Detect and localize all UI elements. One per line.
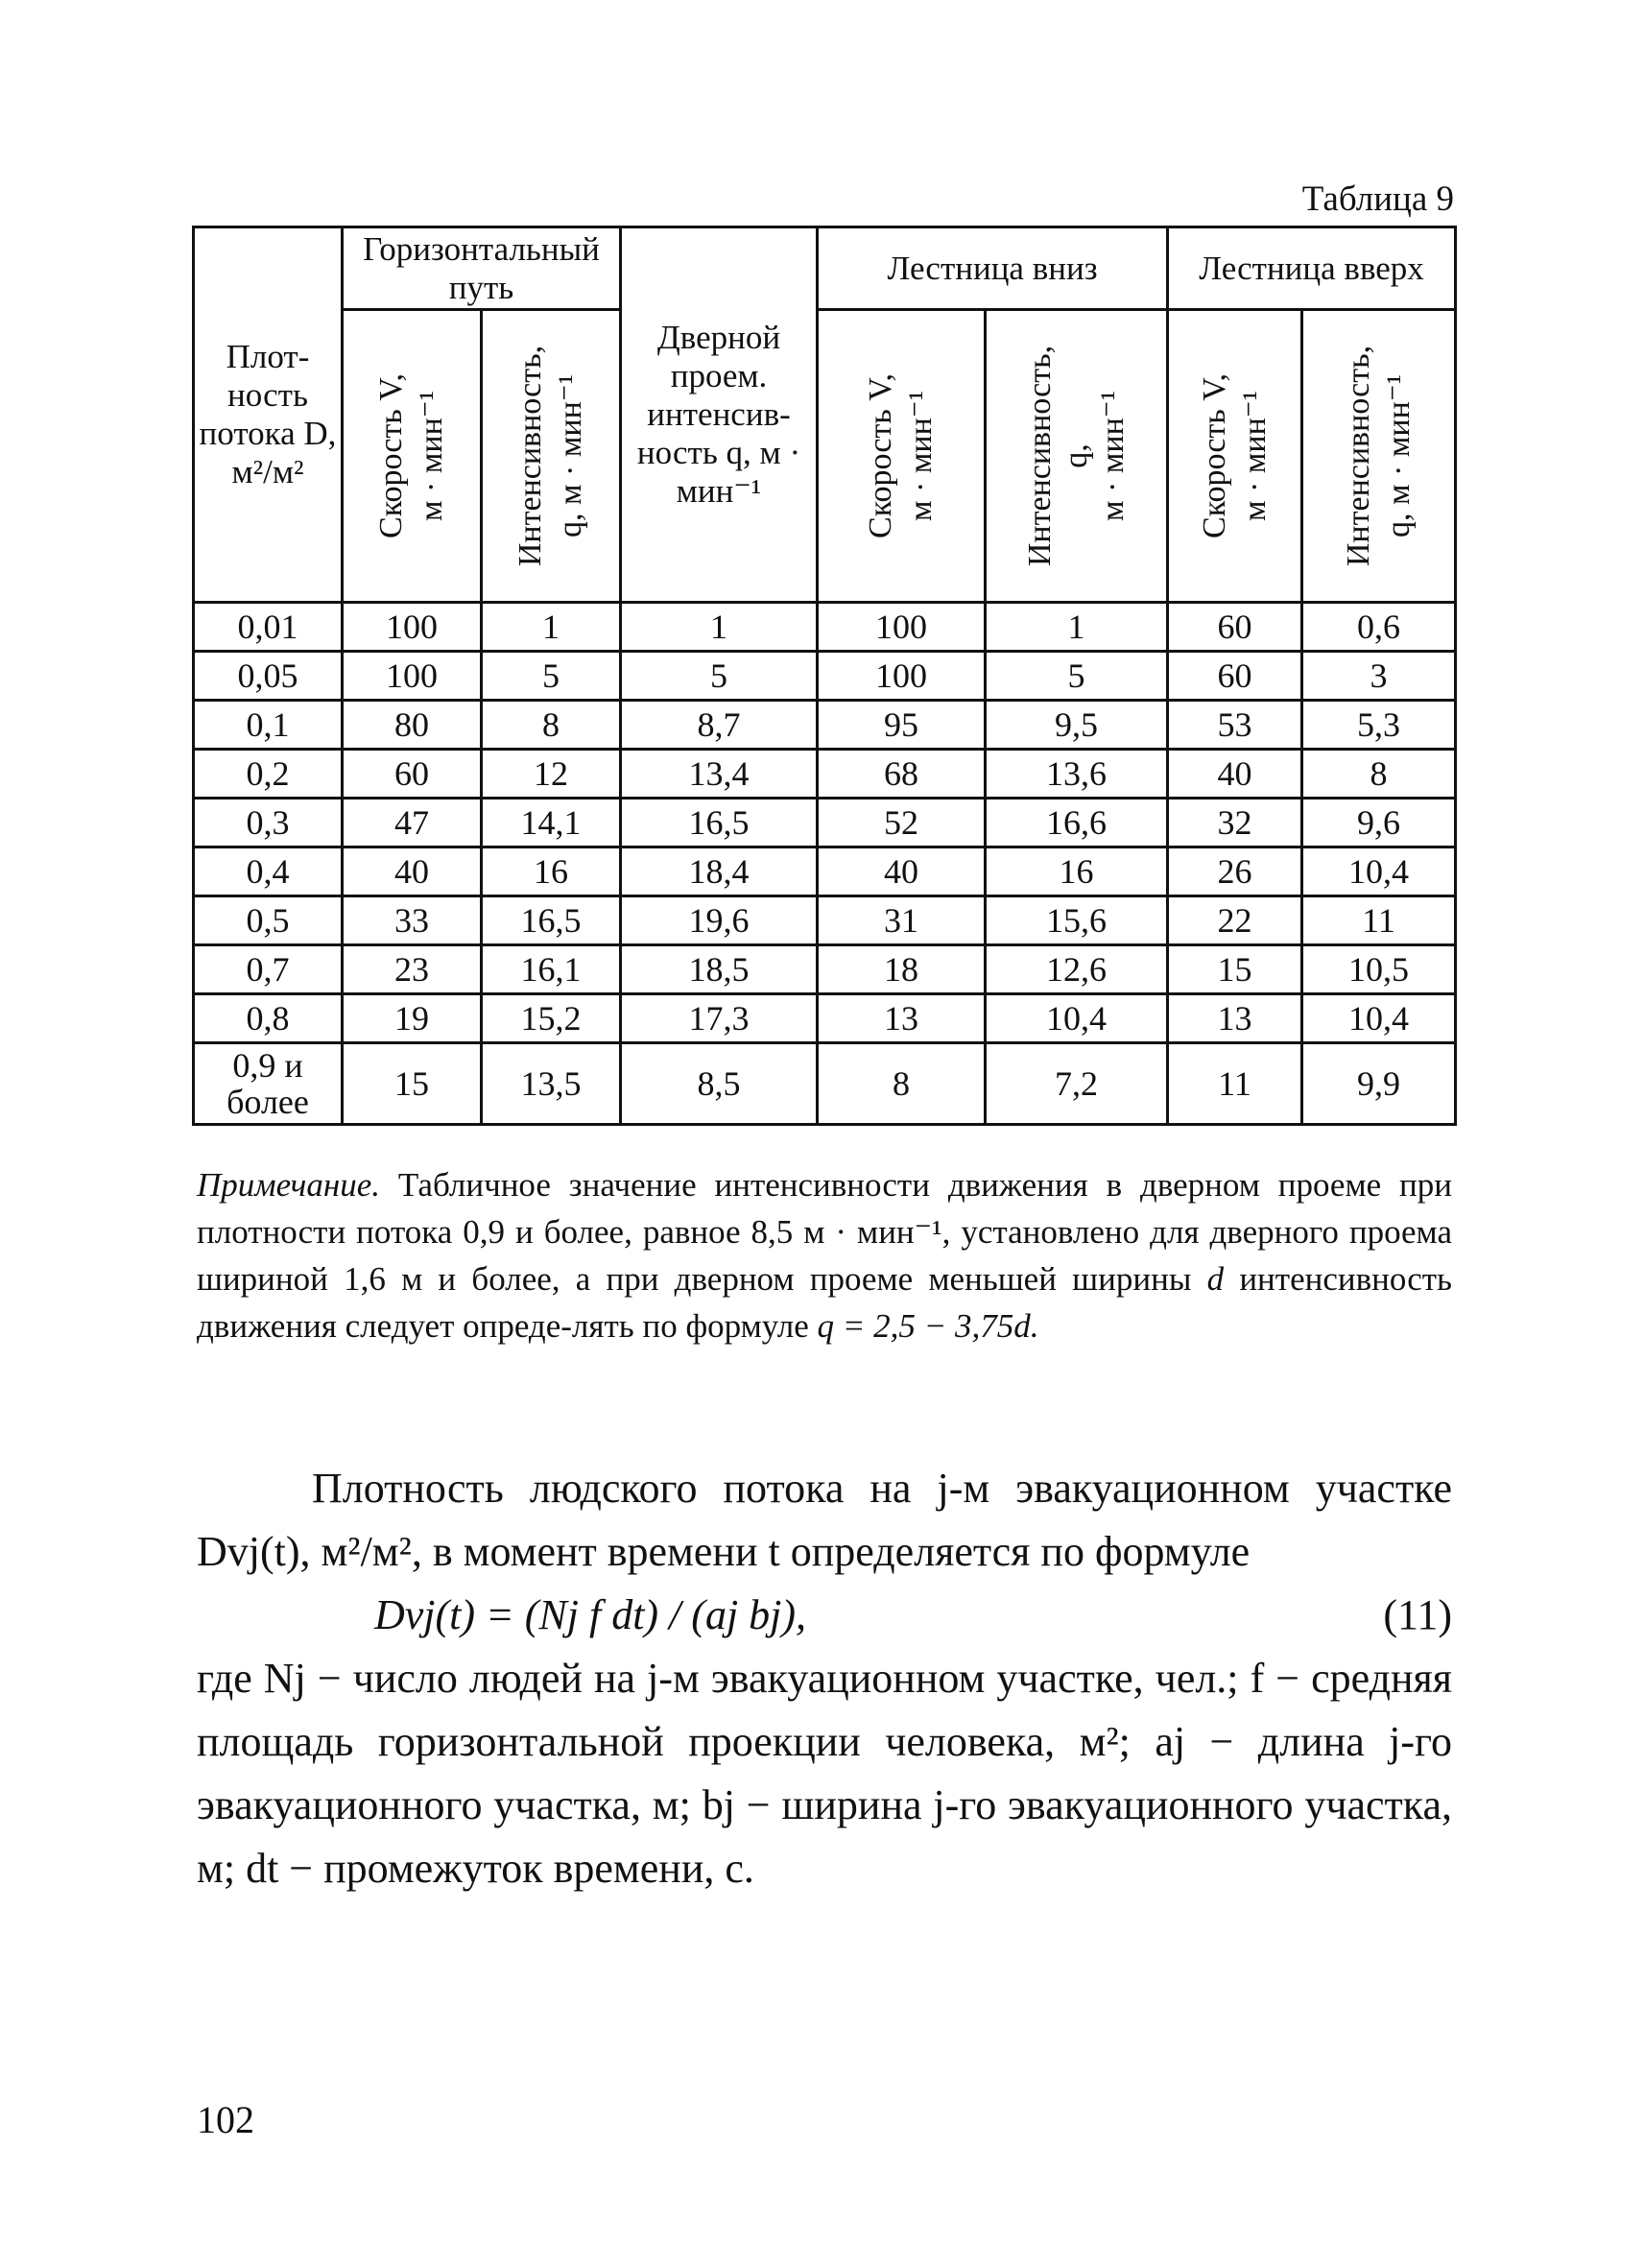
table-cell: 40 xyxy=(343,848,482,896)
table-cell: 3 xyxy=(1302,652,1456,701)
header-down-intensity: Интенсивность, q, м · мин⁻¹ xyxy=(986,310,1168,603)
table-cell: 0,9 и более xyxy=(194,1043,343,1125)
table-cell: 0,2 xyxy=(194,750,343,799)
table-cell: 0,8 xyxy=(194,994,343,1043)
table-cell: 17,3 xyxy=(621,994,818,1043)
table-cell: 16,6 xyxy=(986,799,1168,848)
table-cell: 16 xyxy=(482,848,621,896)
note-text-2: интенсивность движения следует опреде-лять по формуле xyxy=(197,1260,1453,1345)
table-cell: 33 xyxy=(343,896,482,945)
table-cell: 47 xyxy=(343,799,482,848)
table-cell: 13 xyxy=(1168,994,1302,1043)
table-cell: 0,7 xyxy=(194,945,343,994)
table-row xyxy=(194,701,1456,750)
table-cell: 1 xyxy=(482,603,621,652)
table-caption: Таблица 9 xyxy=(1301,179,1454,219)
formula-number: (11) xyxy=(1383,1591,1452,1638)
header-horizontal-speed: Скорость V, м · мин⁻¹ xyxy=(343,310,482,603)
table-cell: 12,6 xyxy=(986,945,1168,994)
table-cell: 9,5 xyxy=(986,701,1168,750)
table-cell: 10,4 xyxy=(1302,848,1456,896)
table-cell: 18 xyxy=(818,945,986,994)
table-cell: 8 xyxy=(482,701,621,750)
header-horizontal-intensity: Интенсивность, q, м · мин⁻¹ xyxy=(482,310,621,603)
table-cell: 60 xyxy=(343,750,482,799)
table-cell: 40 xyxy=(818,848,986,896)
table-cell: 11 xyxy=(1302,896,1456,945)
table-cell: 22 xyxy=(1168,896,1302,945)
table-body xyxy=(194,603,1456,1125)
table-cell: 13,6 xyxy=(986,750,1168,799)
table-cell: 15 xyxy=(1168,945,1302,994)
note-lead: Примечание. xyxy=(197,1166,381,1204)
header-group-horizontal: Горизонтальный путь xyxy=(343,227,621,310)
table-cell: 13,5 xyxy=(482,1043,621,1125)
formula-11 xyxy=(197,1584,1452,1647)
table-cell: 13 xyxy=(818,994,986,1043)
table-row xyxy=(194,603,1456,652)
table-cell: 100 xyxy=(818,652,986,701)
table-cell: 15,2 xyxy=(482,994,621,1043)
table-cell: 80 xyxy=(343,701,482,750)
table-note xyxy=(197,1161,1452,1349)
header-up-intensity: Интенсивность, q, м · мин⁻¹ xyxy=(1302,310,1456,603)
table-cell: 10,4 xyxy=(986,994,1168,1043)
table-cell: 15 xyxy=(343,1043,482,1125)
table-cell: 0,01 xyxy=(194,603,343,652)
table-cell: 15,6 xyxy=(986,896,1168,945)
paragraph-density: Плотность людского потока на j-м эвакуационном участке Dvj(t), м²/м², в момент времени t определяется по формуле xyxy=(197,1465,1452,1575)
table-cell: 100 xyxy=(343,652,482,701)
table-cell: 52 xyxy=(818,799,986,848)
table-cell: 0,3 xyxy=(194,799,343,848)
table-cell: 1 xyxy=(621,603,818,652)
table-cell: 9,6 xyxy=(1302,799,1456,848)
table-cell: 16 xyxy=(986,848,1168,896)
note-var-d: d xyxy=(1206,1260,1225,1298)
header-down-speed: Скорость V, м · мин⁻¹ xyxy=(818,310,986,603)
table-cell: 19,6 xyxy=(621,896,818,945)
table-cell: 5,3 xyxy=(1302,701,1456,750)
table-cell: 16,5 xyxy=(482,896,621,945)
header-door: Дверной проем. интенсив-ность q, м · мин⁻¹ xyxy=(621,227,818,603)
paragraph-definitions: где Nj − число людей на j-м эвакуационном участке, чел.; f − средняя площадь горизонтальной проекции человека, м²; aj − длина j-го эвакуационного участка, м; bj − ширина j-го эвакуационного участка, м; dt − промежуток времени, с. xyxy=(197,1655,1452,1892)
table-cell: 11 xyxy=(1168,1043,1302,1125)
table-cell: 5 xyxy=(986,652,1168,701)
table-cell: 8,7 xyxy=(621,701,818,750)
table-cell: 18,5 xyxy=(621,945,818,994)
table-cell: 14,1 xyxy=(482,799,621,848)
table-cell: 8 xyxy=(818,1043,986,1125)
table-cell: 60 xyxy=(1168,652,1302,701)
table-row xyxy=(194,896,1456,945)
table-cell: 1 xyxy=(986,603,1168,652)
table-cell: 0,5 xyxy=(194,896,343,945)
flow-parameters-table xyxy=(192,226,1457,1126)
formula-expression: Dvj(t) = (Nj f dt) / (aj bj), xyxy=(374,1591,807,1638)
table-cell: 40 xyxy=(1168,750,1302,799)
table-cell: 19 xyxy=(343,994,482,1043)
table-cell: 0,1 xyxy=(194,701,343,750)
table-row xyxy=(194,1043,1456,1125)
table-cell: 100 xyxy=(818,603,986,652)
body-text xyxy=(197,1457,1452,1900)
table-cell: 12 xyxy=(482,750,621,799)
table-row xyxy=(194,750,1456,799)
table-cell: 0,05 xyxy=(194,652,343,701)
table-cell: 95 xyxy=(818,701,986,750)
table-row xyxy=(194,945,1456,994)
table-cell: 31 xyxy=(818,896,986,945)
table-row xyxy=(194,799,1456,848)
table-cell: 5 xyxy=(482,652,621,701)
table-row xyxy=(194,652,1456,701)
table-cell: 8,5 xyxy=(621,1043,818,1125)
table-cell: 0,6 xyxy=(1302,603,1456,652)
table-cell: 10,5 xyxy=(1302,945,1456,994)
header-group-stairs-down: Лестница вниз xyxy=(818,227,1168,310)
table-cell: 8 xyxy=(1302,750,1456,799)
note-formula: q = 2,5 − 3,75d. xyxy=(817,1307,1039,1345)
table-cell: 16,5 xyxy=(621,799,818,848)
table-cell: 16,1 xyxy=(482,945,621,994)
table-row xyxy=(194,994,1456,1043)
table-cell: 10,4 xyxy=(1302,994,1456,1043)
table-cell: 0,4 xyxy=(194,848,343,896)
table-cell: 32 xyxy=(1168,799,1302,848)
table-cell: 9,9 xyxy=(1302,1043,1456,1125)
note-text-1: Табличное значение интенсивности движения в дверном проеме при плотности потока 0,9 и более, равное 8,5 м · мин⁻¹, установлено для дверного проема шириной 1,6 м и более, а при дверном проеме меньшей ширины xyxy=(197,1166,1452,1298)
table-row xyxy=(194,848,1456,896)
table-cell: 26 xyxy=(1168,848,1302,896)
table-cell: 13,4 xyxy=(621,750,818,799)
table-cell: 100 xyxy=(343,603,482,652)
header-group-stairs-up: Лестница вверх xyxy=(1168,227,1456,310)
table-cell: 23 xyxy=(343,945,482,994)
header-density: Плот-ность потока D, м²/м² xyxy=(194,227,343,603)
table-cell: 7,2 xyxy=(986,1043,1168,1125)
header-up-speed: Скорость V, м · мин⁻¹ xyxy=(1168,310,1302,603)
table-cell: 68 xyxy=(818,750,986,799)
page-number: 102 xyxy=(197,2098,254,2141)
table-cell: 60 xyxy=(1168,603,1302,652)
table-cell: 18,4 xyxy=(621,848,818,896)
table-cell: 5 xyxy=(621,652,818,701)
table-cell: 53 xyxy=(1168,701,1302,750)
